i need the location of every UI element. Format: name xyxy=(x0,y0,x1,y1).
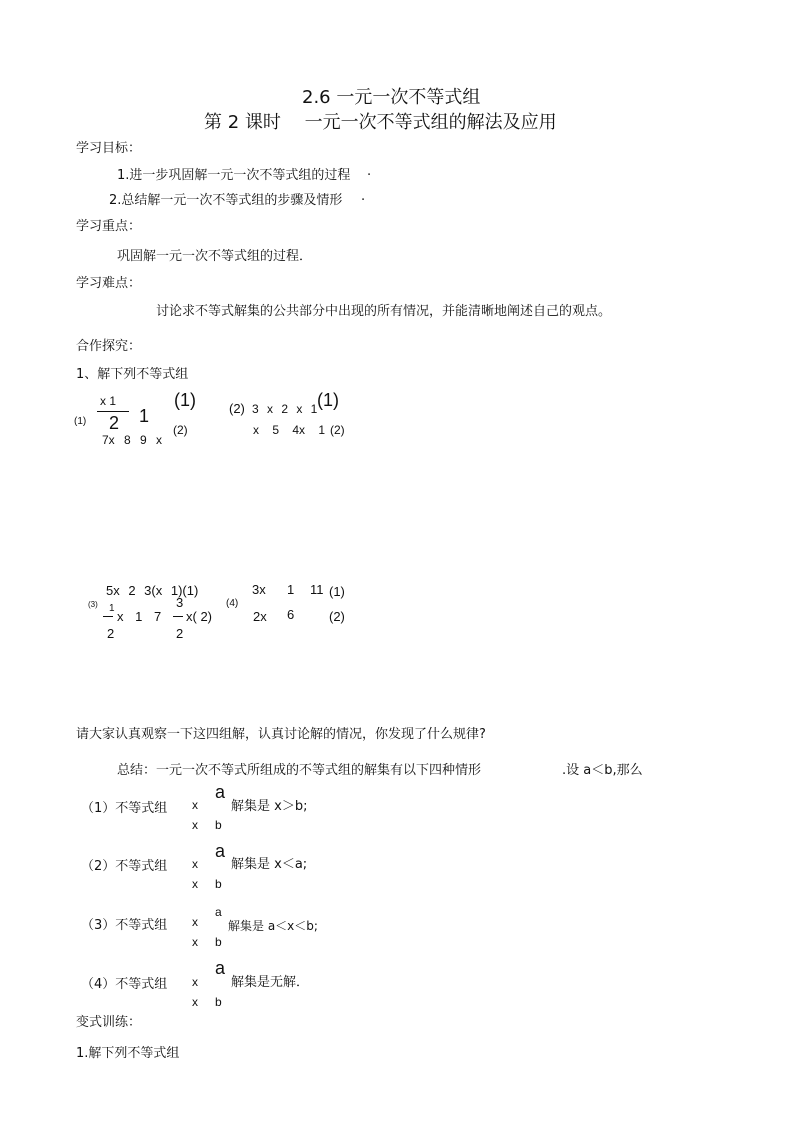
explore-heading: 合作探究： xyxy=(76,339,142,354)
problem-4-row-1-b: 1 xyxy=(287,582,295,597)
case-3-bottom-val: b xyxy=(215,935,222,949)
key-points-heading: 学习重点： xyxy=(76,219,142,234)
problem-3-coef-2: 3 xyxy=(176,595,184,610)
explore-task: 1、解下列不等式组 xyxy=(76,367,189,382)
case-3-label: （3）不等式组 xyxy=(81,918,168,933)
problem-4-row-2-b: 6 xyxy=(287,607,295,622)
objective-dot-2: . xyxy=(361,189,366,204)
problem-4-row-1-a: 3x xyxy=(252,582,266,597)
problem-4-row-2-a: 2x xyxy=(253,609,267,624)
problem-3-fraction-bar-1 xyxy=(103,616,113,617)
case-2-top-val: a xyxy=(215,841,226,861)
case-4-result: 解集是无解． xyxy=(231,975,310,990)
objectives-heading: 学习目标： xyxy=(76,141,142,156)
key-points-text: 巩固解一元一次不等式组的过程． xyxy=(117,249,313,264)
problem-2-row-1: 3 x 2 x 1 xyxy=(252,402,318,416)
case-3-top-val: a xyxy=(215,905,222,919)
problem-3-fraction-bar-2 xyxy=(173,616,183,617)
objective-item-2: 2.总结解一元一次不等式组的步骤及情形 xyxy=(109,193,343,208)
problem-3-row-1: 5x 2 3(x 1)(1) xyxy=(106,583,199,598)
problem-4-label: (4) xyxy=(226,598,239,609)
case-4-top-val: a xyxy=(215,958,226,978)
problem-2-tag-2: (2) xyxy=(330,423,345,437)
case-1-bottom-var: x xyxy=(192,818,198,832)
problem-1-rhs: 1 xyxy=(139,406,150,426)
objective-dot-1: . xyxy=(367,164,372,179)
case-2-label: （2）不等式组 xyxy=(81,859,168,874)
problem-3-row-2-mid: x 1 7 xyxy=(117,609,162,624)
case-1-top-val: a xyxy=(215,782,226,802)
case-1-top-var: x xyxy=(192,798,198,812)
case-4-bottom-var: x xyxy=(192,995,198,1009)
page-subtitle: 第 2 课时 一元一次不等式组的解法及应用 xyxy=(204,112,557,133)
case-3-bottom-var: x xyxy=(192,935,198,949)
problem-1-fraction-bar xyxy=(97,411,129,412)
problem-1-denominator: 2 xyxy=(109,413,120,433)
problem-2-row-2: x 5 4x 1 xyxy=(253,423,326,437)
case-1-result: 解集是 x＞b; xyxy=(231,799,308,814)
case-1-bottom-val: b xyxy=(215,818,222,832)
problem-3-denominator-1: 2 xyxy=(107,626,115,641)
difficulties-text: 讨论求不等式解集的公共部分中出现的所有情况，并能清晰地阐述自己的观点。 xyxy=(156,304,612,319)
problem-1-tag-1: (1) xyxy=(174,390,196,410)
case-2-bottom-var: x xyxy=(192,877,198,891)
case-3-top-var: x xyxy=(192,915,198,929)
case-4-label: （4）不等式组 xyxy=(81,977,168,992)
problem-3-coef-1: 1 xyxy=(109,603,115,614)
objective-item-1: 1.进一步巩固解一元一次不等式组的过程 xyxy=(117,168,351,183)
case-2-result: 解集是 x＜a; xyxy=(231,857,308,872)
problem-4-tag-1: (1) xyxy=(329,584,345,599)
case-4-bottom-val: b xyxy=(215,995,222,1009)
case-2-top-var: x xyxy=(192,857,198,871)
problem-2-label: (2) xyxy=(229,401,245,416)
page-title: 2.6 一元一次不等式组 xyxy=(302,87,481,108)
problem-1-label: (1) xyxy=(74,416,87,427)
difficulties-heading: 学习难点： xyxy=(76,276,142,291)
problem-1-numerator: x 1 xyxy=(100,394,117,408)
discussion-prompt: 请大家认真观察一下这四组解，认真讨论解的情况，你发现了什么规律? xyxy=(76,727,486,742)
problem-4-row-1-c: 11 xyxy=(310,582,324,597)
problem-2-tag-1: (1) xyxy=(317,390,339,410)
problem-3-row-2-end: x( 2) xyxy=(186,609,212,624)
problem-3-denominator-2: 2 xyxy=(176,626,184,641)
problem-3-label: (3) xyxy=(88,600,98,609)
variant-heading: 变式训练： xyxy=(76,1015,142,1030)
summary-text: 总结：一元一次不等式所组成的不等式组的解集有以下四种情形 xyxy=(117,763,482,778)
problem-1-row-2: 7x 8 9 x xyxy=(102,433,163,447)
case-2-bottom-val: b xyxy=(215,877,222,891)
case-3-result: 解集是 a＜x＜b; xyxy=(228,919,318,933)
problem-4-tag-2: (2) xyxy=(329,609,345,624)
case-1-label: （1）不等式组 xyxy=(81,801,168,816)
variant-task: 1.解下列不等式组 xyxy=(76,1046,180,1061)
case-4-top-var: x xyxy=(192,975,198,989)
problem-1-tag-2: (2) xyxy=(173,423,188,437)
summary-condition: .设 a＜b,那么 xyxy=(562,763,643,778)
